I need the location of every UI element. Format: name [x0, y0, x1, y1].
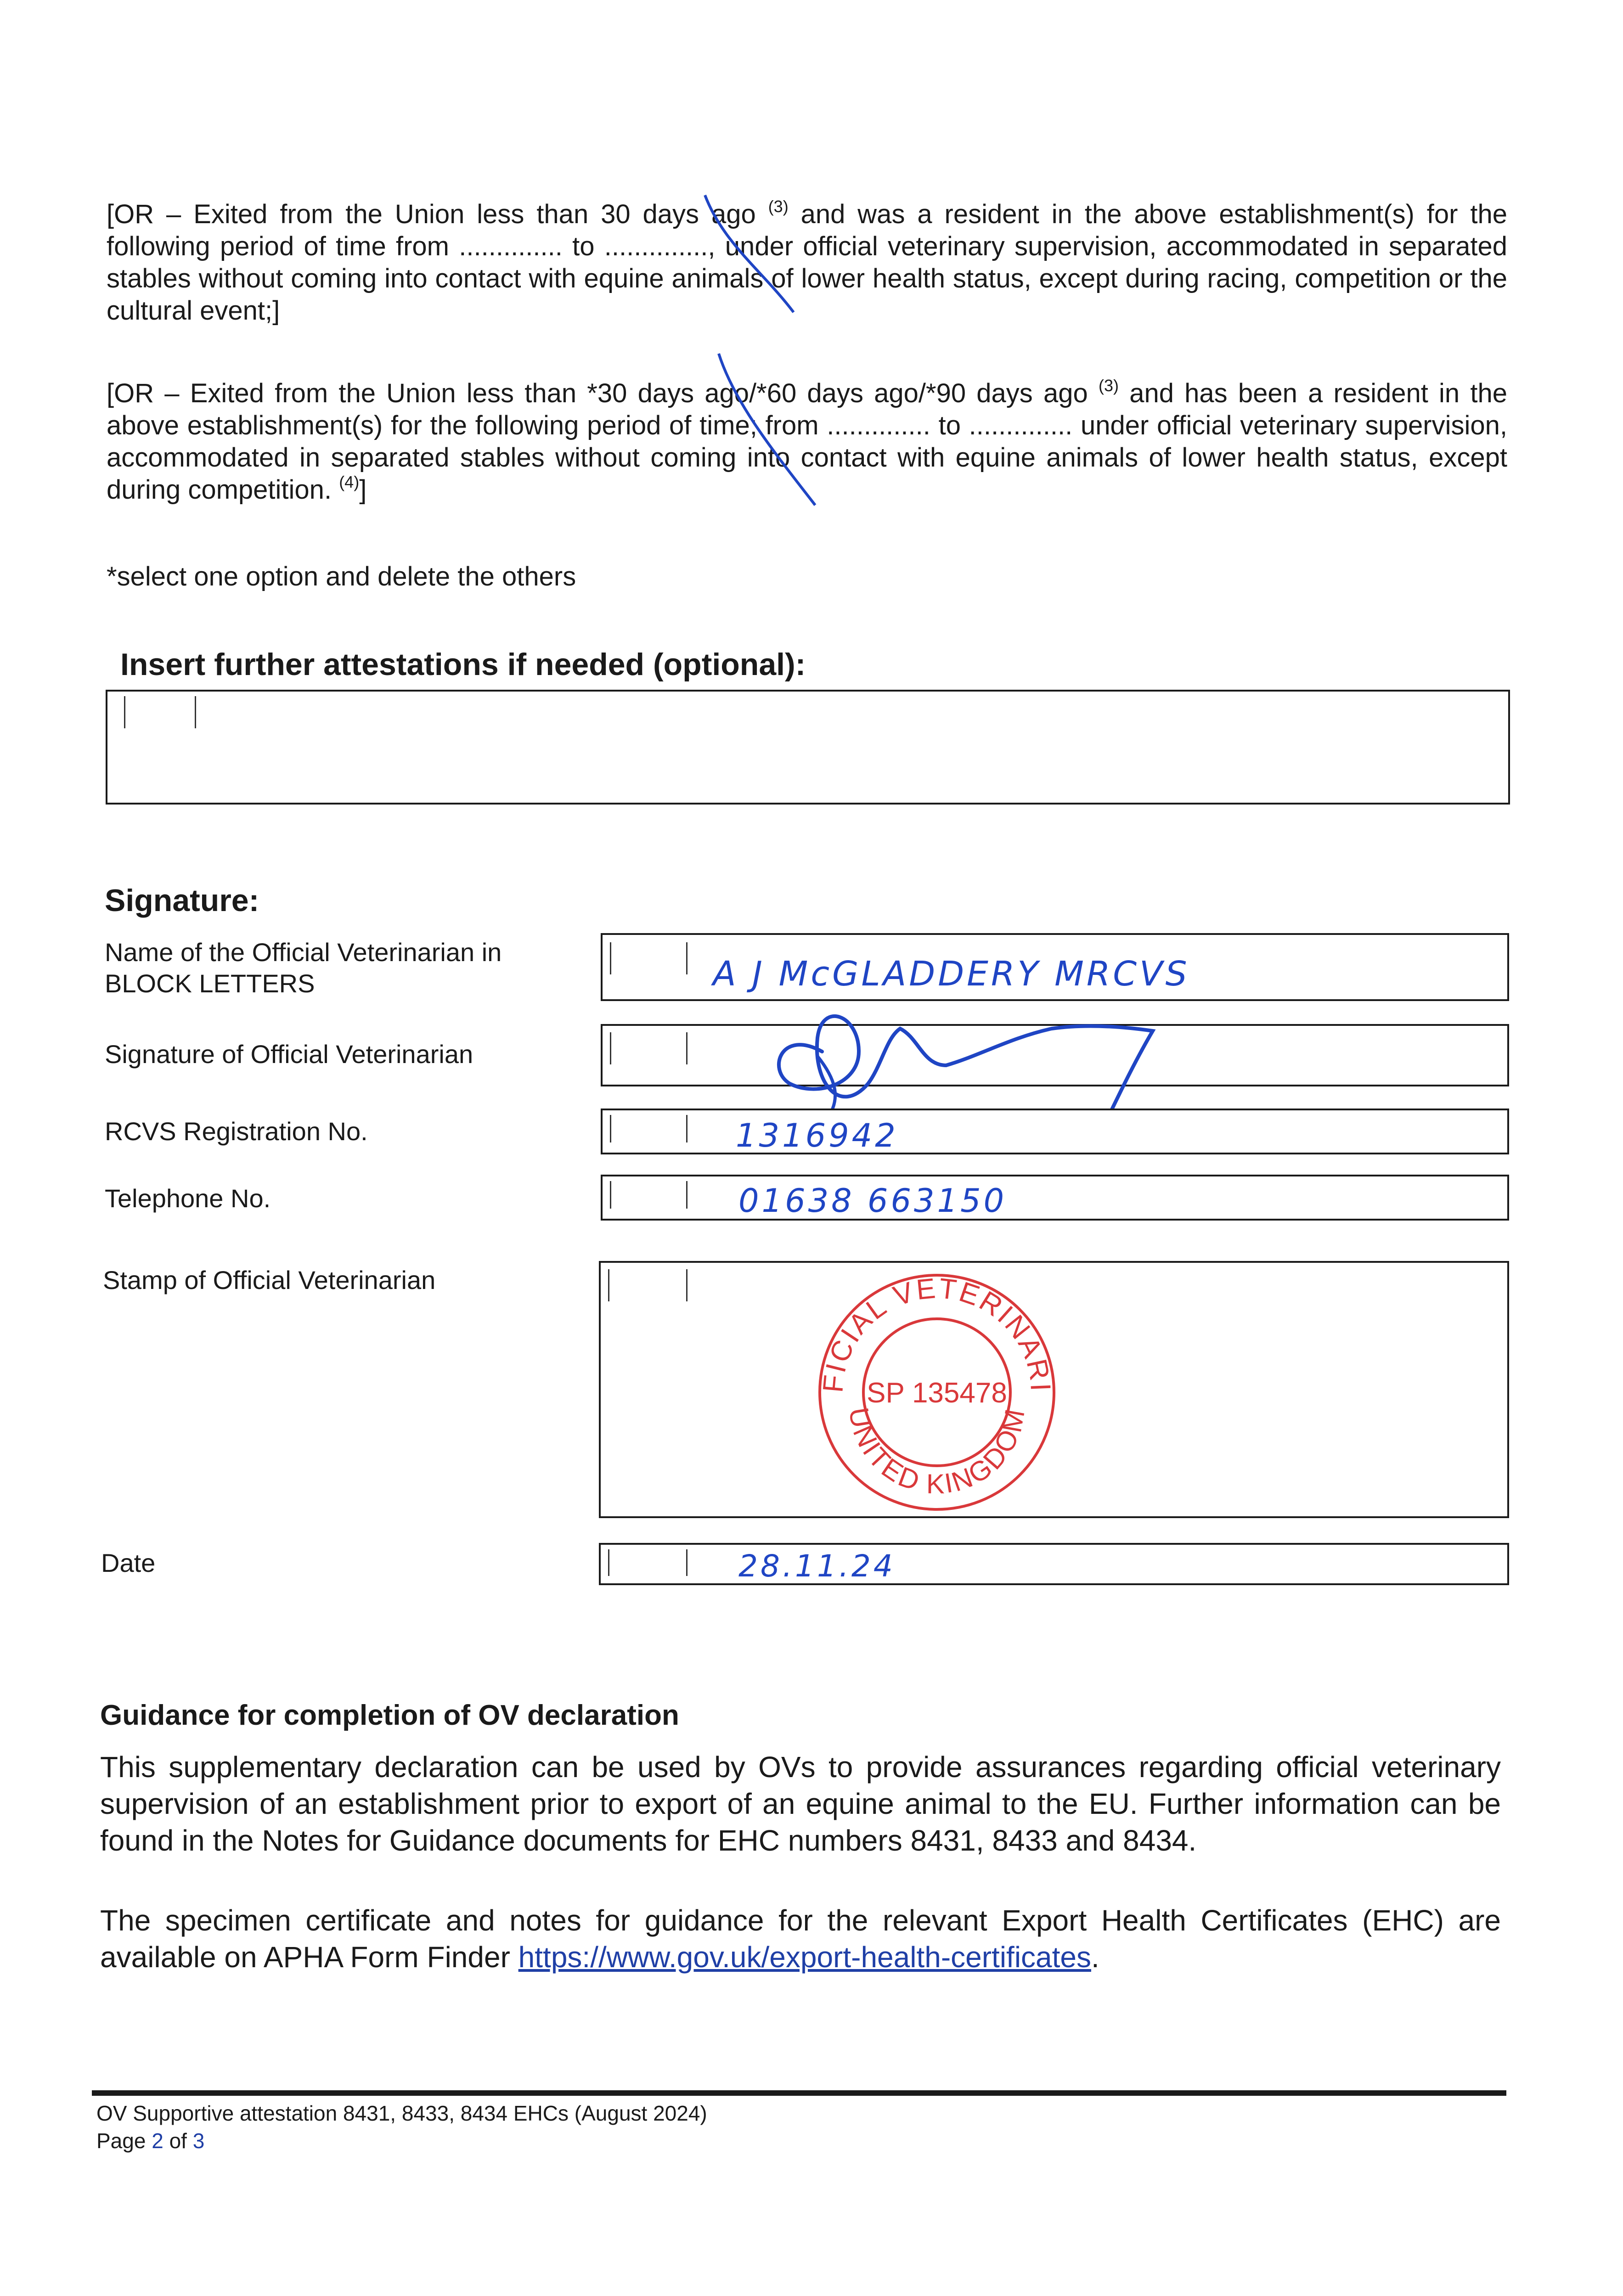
date-field[interactable] [599, 1543, 1509, 1585]
stamp-bottom-text: UNITED KINGDOM [843, 1405, 1031, 1500]
option-two-paragraph [107, 377, 1507, 506]
page-total: 3 [192, 2129, 205, 2153]
stamp-top-text: OFFICIAL VETERINARIAN [787, 1229, 1057, 1394]
footer [96, 2099, 707, 2155]
of-word: of [169, 2129, 187, 2153]
handwritten-signature [0, 0, 5, 5]
signature-label: Signature of Official Veterinarian [105, 1040, 473, 1069]
stamp-center-text: SP 135478 [867, 1377, 1007, 1409]
footer-divider [92, 2090, 1506, 2096]
rcvs-field[interactable] [601, 1109, 1509, 1154]
page-number [96, 2127, 707, 2155]
option-one-text: and was a resident in the above establishment(s) for the following period of time from .............. to .............., under official veterinary supervision, accommodated in separated stables without coming into contact with equine animals of lower health status, except during racing, competition or the cultural event;] [107, 199, 1507, 326]
rcvs-value: 1316942 [736, 1117, 898, 1154]
telephone-field[interactable] [601, 1175, 1509, 1221]
guidance-paragraph-2-text: The specimen certificate and notes for guidance for the relevant Export Health Certificates (EHC) are available on APHA Form Finder [100, 1904, 1501, 1974]
svg-text:OFFICIAL VETERINARIAN [787, 1229, 1056, 1394]
option-one-intro: [OR – Exited from the Union less than 30 days ago [107, 199, 756, 229]
option-one-paragraph [107, 198, 1507, 327]
telephone-label: Telephone No. [105, 1184, 271, 1213]
telephone-value: 01638 663150 [738, 1182, 1007, 1220]
official-veterinarian-stamp [787, 1229, 1075, 1530]
option-two-intro: [OR – Exited from the Union less than *30 days ago/*60 days ago/*90 days ago [107, 378, 1088, 408]
page-word: Page [96, 2129, 146, 2153]
date-value: 28.11.24 [738, 1548, 896, 1584]
further-attestations-heading: Insert further attestations if needed (optional): [120, 647, 806, 682]
rcvs-label: RCVS Registration No. [105, 1117, 368, 1146]
signature-heading: Signature: [105, 883, 259, 918]
date-label: Date [101, 1548, 156, 1577]
guidance-paragraph-2 [100, 1902, 1501, 1975]
option-two-footnote-ref-1: (3) [1098, 376, 1119, 395]
option-two-end: ] [359, 475, 367, 505]
option-one-footnote-ref: (3) [768, 197, 789, 216]
further-attestations-field[interactable] [106, 690, 1510, 805]
page-current: 2 [152, 2129, 163, 2153]
name-value: A J McGLADDERY MRCVS [713, 954, 1190, 994]
guidance-paragraph-2-end: . [1091, 1941, 1099, 1974]
export-health-certificates-link[interactable]: https://www.gov.uk/export-health-certificates [518, 1941, 1091, 1974]
svg-text:UNITED KINGDOM [843, 1405, 1031, 1500]
option-two-footnote-ref-2: (4) [339, 473, 360, 491]
select-option-note: *select one option and delete the others [107, 562, 576, 591]
stamp-label: Stamp of Official Veterinarian [103, 1266, 436, 1294]
name-label: Name of the Official Veterinarian in BLOCK LETTERS [105, 938, 502, 998]
footer-title: OV Supportive attestation 8431, 8433, 8434 EHCs (August 2024) [96, 2101, 707, 2125]
signature-field[interactable] [601, 1024, 1509, 1086]
name-field[interactable] [601, 933, 1509, 1001]
guidance-heading: Guidance for completion of OV declaration [100, 1699, 679, 1731]
guidance-paragraph-1: This supplementary declaration can be used by OVs to provide assurances regarding official veterinary supervision of an establishment prior to export of an equine animal to the EU. Further information can be found in the Notes for Guidance documents for EHC numbers 8431, 8433 and 8434. [100, 1750, 1501, 1857]
option-two-text: and has been a resident in the above establishment(s) for the following period of time; from .............. to .............. under official veterinary supervision, accommodated in separated stables without coming into contact with equine animals of lower health status, except during competition. [107, 378, 1508, 505]
